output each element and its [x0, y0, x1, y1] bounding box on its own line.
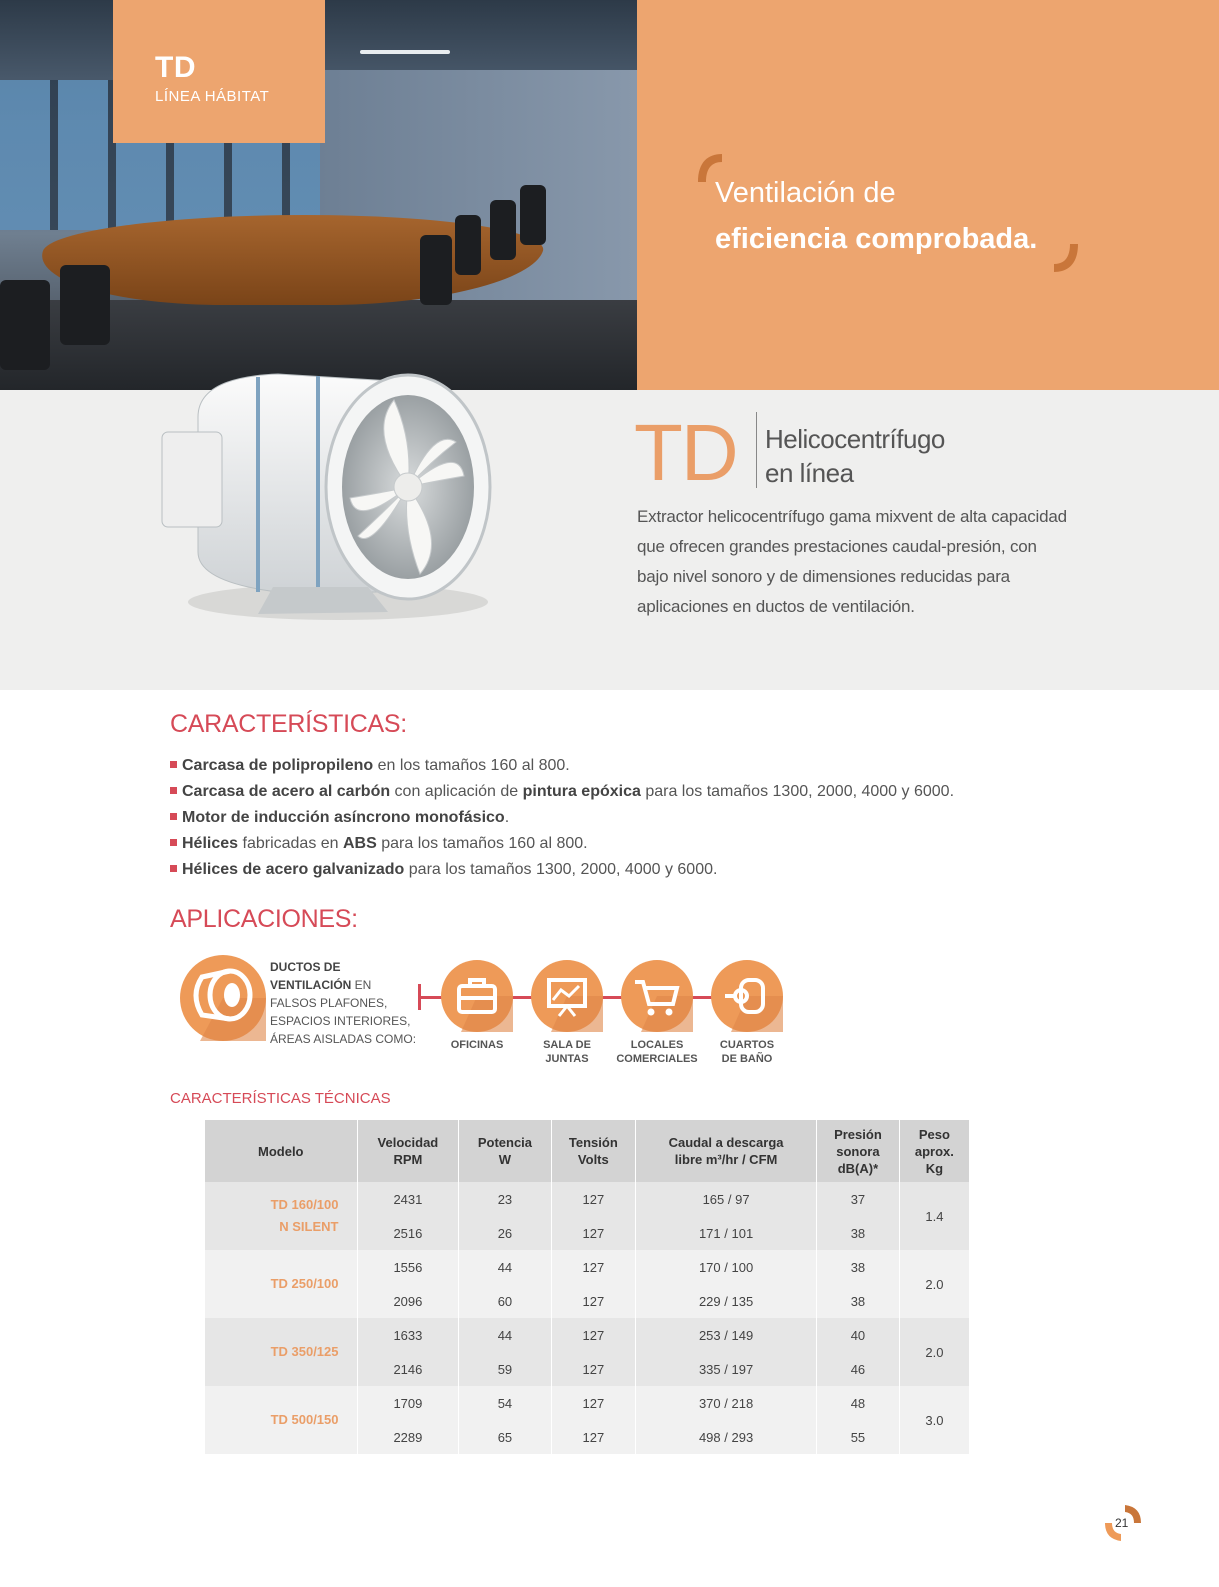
flow-cell: 253 / 149	[636, 1318, 817, 1352]
feature-item	[170, 831, 1070, 857]
aplicaciones-title: APLICACIONES:	[170, 905, 358, 933]
header-text: Presión	[834, 1126, 882, 1142]
model-name: TD 250/100	[270, 1276, 339, 1291]
presentation-board-icon	[531, 960, 603, 1032]
header-text: dB(A)*	[837, 1160, 879, 1176]
feature-item	[170, 779, 1070, 805]
header-modelo	[205, 1120, 357, 1182]
table-row	[205, 1386, 970, 1420]
app-label-cuartos-bano	[697, 1038, 797, 1066]
feature-item	[170, 753, 1070, 779]
weight-cell: 1.4	[899, 1182, 969, 1250]
bullet-square-icon	[170, 839, 177, 846]
weight-cell: 3.0	[899, 1386, 969, 1454]
flow-cell: 229 / 135	[636, 1284, 817, 1318]
feature-item	[170, 805, 1070, 831]
voltage-cell: 127	[551, 1182, 636, 1216]
model-cell	[205, 1386, 357, 1454]
model-name: TD 350/125	[270, 1344, 339, 1359]
noise-cell: 38	[817, 1216, 900, 1250]
app-desc-text: FALSOS PLAFONES,	[270, 996, 388, 1010]
caracteristicas-title: CARACTERÍSTICAS:	[170, 710, 407, 738]
product-name-line-1: Helicocentrífugo	[765, 424, 945, 454]
rpm-cell: 1633	[357, 1318, 459, 1352]
photo-chair	[490, 200, 516, 260]
feature-text: para los tamaños 160 al 800.	[376, 835, 588, 852]
power-cell: 26	[459, 1216, 551, 1250]
app-label-line: COMERCIALES	[616, 1053, 698, 1065]
app-desc-text: EN	[351, 978, 372, 992]
brand-subtitle: LÍNEA HÁBITAT	[155, 88, 270, 105]
feature-bold: Hélices de acero galvanizado	[182, 861, 405, 878]
product-description: Extractor helicocentrífugo gama mixvent de alta capacidad que ofrecen grandes prestaciones caudal-presión, con bajo nivel sonoro y de dimensiones reducidas para aplicaciones en ductos de ventilación.	[637, 507, 1067, 616]
power-cell: 65	[459, 1420, 551, 1454]
rpm-cell: 2096	[357, 1284, 459, 1318]
model-group	[205, 1250, 970, 1318]
photo-chair	[0, 280, 50, 370]
app-label-sala-juntas	[517, 1038, 617, 1066]
inline-fan-product-image	[158, 352, 518, 627]
header-text: sonora	[836, 1143, 880, 1159]
rpm-cell: 2289	[357, 1420, 459, 1454]
header-text: Volts	[577, 1152, 609, 1167]
tech-specs-title: CARACTERÍSTICAS TÉCNICAS	[170, 1090, 391, 1107]
app-label-oficinas	[427, 1038, 527, 1052]
noise-cell: 40	[817, 1318, 900, 1352]
app-desc-text: ÁREAS AISLADAS COMO:	[270, 1032, 417, 1046]
model-cell	[205, 1318, 357, 1386]
header-tension	[551, 1120, 636, 1182]
app-desc-bold: VENTILACIÓN	[270, 978, 352, 992]
feature-item	[170, 857, 1070, 883]
table-header-row	[205, 1120, 970, 1182]
model-group	[205, 1318, 970, 1386]
noise-cell: 46	[817, 1352, 900, 1386]
toilet-paper-icon	[711, 960, 783, 1032]
app-label-locales	[607, 1038, 707, 1066]
header-potencia	[459, 1120, 551, 1182]
table-row	[205, 1250, 970, 1284]
header-velocidad	[357, 1120, 459, 1182]
header-text: aprox.	[914, 1143, 954, 1159]
noise-cell: 37	[817, 1182, 900, 1216]
quote-line-1: Ventilación de	[715, 177, 896, 209]
bullet-square-icon	[170, 813, 177, 820]
header-text: W	[498, 1152, 512, 1167]
power-cell: 59	[459, 1352, 551, 1386]
header-text: Modelo	[258, 1143, 304, 1159]
model-group	[205, 1386, 970, 1454]
quote-close-icon	[1052, 240, 1082, 274]
model-name: TD 500/150	[270, 1412, 339, 1427]
flow-cell: 370 / 218	[636, 1386, 817, 1420]
voltage-cell: 127	[551, 1318, 636, 1352]
flow-cell: 498 / 293	[636, 1420, 817, 1454]
bullet-square-icon	[170, 761, 177, 768]
power-cell: 60	[459, 1284, 551, 1318]
product-name	[765, 422, 945, 490]
rpm-cell: 2146	[357, 1352, 459, 1386]
noise-cell: 48	[817, 1386, 900, 1420]
photo-chair	[520, 185, 546, 245]
aplicaciones-description	[270, 958, 430, 1048]
bullet-square-icon	[170, 865, 177, 872]
app-label-line: OFICINAS	[450, 1039, 504, 1051]
model-cell	[205, 1182, 357, 1250]
feature-bold: Motor de inducción asíncrono monofásico	[182, 809, 505, 826]
power-cell: 44	[459, 1250, 551, 1284]
feature-text: fabricadas en	[238, 835, 343, 852]
feature-bold: pintura epóxica	[522, 783, 641, 800]
flow-cell: 335 / 197	[636, 1352, 817, 1386]
brand-title: TD	[155, 51, 196, 84]
photo-chair	[455, 215, 481, 275]
page-number: 21	[1115, 1516, 1129, 1530]
brand-box	[113, 0, 325, 143]
rpm-cell: 2516	[357, 1216, 459, 1250]
table-row	[205, 1182, 970, 1216]
header-text: libre m³/hr / CFM	[674, 1152, 778, 1167]
bullet-square-icon	[170, 787, 177, 794]
weight-cell: 2.0	[899, 1250, 969, 1318]
voltage-cell: 127	[551, 1420, 636, 1454]
header-caudal	[636, 1120, 817, 1182]
feature-text: para los tamaños 1300, 2000, 4000 y 6000.	[640, 783, 955, 800]
flow-cell: 165 / 97	[636, 1182, 817, 1216]
voltage-cell: 127	[551, 1352, 636, 1386]
photo-ceiling-light	[360, 50, 450, 54]
noise-cell: 38	[817, 1250, 900, 1284]
tech-specs-table	[205, 1120, 970, 1454]
feature-bold: Carcasa de polipropileno	[182, 757, 374, 774]
feature-text: para los tamaños 1300, 2000, 4000 y 6000.	[404, 861, 718, 878]
features-list	[170, 753, 1070, 883]
app-label-line: SALA DE	[543, 1039, 591, 1051]
product-name-line-2: en línea	[765, 458, 854, 488]
header-presion	[817, 1120, 900, 1182]
feature-text: .	[504, 809, 510, 826]
hero-quote	[715, 170, 1037, 262]
feature-bold: ABS	[343, 835, 377, 852]
briefcase-icon	[441, 960, 513, 1032]
model-group	[205, 1182, 970, 1250]
model-name: TD 160/100	[270, 1197, 339, 1212]
header-text: Tensión	[568, 1135, 618, 1150]
app-label-line: LOCALES	[630, 1039, 684, 1051]
noise-cell: 55	[817, 1420, 900, 1454]
voltage-cell: 127	[551, 1386, 636, 1420]
voltage-cell: 127	[551, 1250, 636, 1284]
header-text: RPM	[393, 1152, 423, 1167]
feature-text: en los tamaños 160 al 800.	[373, 757, 570, 774]
header-text: Velocidad	[377, 1135, 439, 1150]
model-name: N SILENT	[279, 1219, 339, 1234]
app-label-line: DE BAÑO	[721, 1053, 773, 1065]
header-peso	[899, 1120, 969, 1182]
header-text: Potencia	[477, 1135, 533, 1150]
noise-cell: 38	[817, 1284, 900, 1318]
table-row	[205, 1318, 970, 1352]
page-number-badge	[1103, 1503, 1143, 1543]
rpm-cell: 2431	[357, 1182, 459, 1216]
shopping-cart-icon	[621, 960, 693, 1032]
voltage-cell: 127	[551, 1216, 636, 1250]
photo-chair	[420, 235, 452, 305]
product-title-divider	[756, 412, 757, 488]
voltage-cell: 127	[551, 1284, 636, 1318]
duct-fan-icon	[180, 955, 266, 1041]
rpm-cell: 1556	[357, 1250, 459, 1284]
flow-cell: 170 / 100	[636, 1250, 817, 1284]
app-label-line: CUARTOS	[719, 1039, 775, 1051]
feature-bold: Carcasa de acero al carbón	[182, 783, 391, 800]
header-text: Caudal a descarga	[668, 1135, 784, 1150]
app-desc-bold: DUCTOS DE	[270, 960, 341, 974]
app-label-line: JUNTAS	[545, 1053, 589, 1065]
app-desc-text: ESPACIOS INTERIORES,	[270, 1014, 411, 1028]
product-code: TD	[634, 408, 737, 497]
model-cell	[205, 1250, 357, 1318]
flow-cell: 171 / 101	[636, 1216, 817, 1250]
quote-line-2: eficiencia comprobada.	[715, 223, 1038, 255]
power-cell: 54	[459, 1386, 551, 1420]
feature-bold: Hélices	[182, 835, 239, 852]
power-cell: 44	[459, 1318, 551, 1352]
header-text: Kg	[925, 1160, 944, 1176]
photo-chair	[60, 265, 110, 345]
power-cell: 23	[459, 1182, 551, 1216]
rpm-cell: 1709	[357, 1386, 459, 1420]
feature-text: con aplicación de	[390, 783, 523, 800]
weight-cell: 2.0	[899, 1318, 969, 1386]
header-text: Peso	[918, 1126, 950, 1142]
